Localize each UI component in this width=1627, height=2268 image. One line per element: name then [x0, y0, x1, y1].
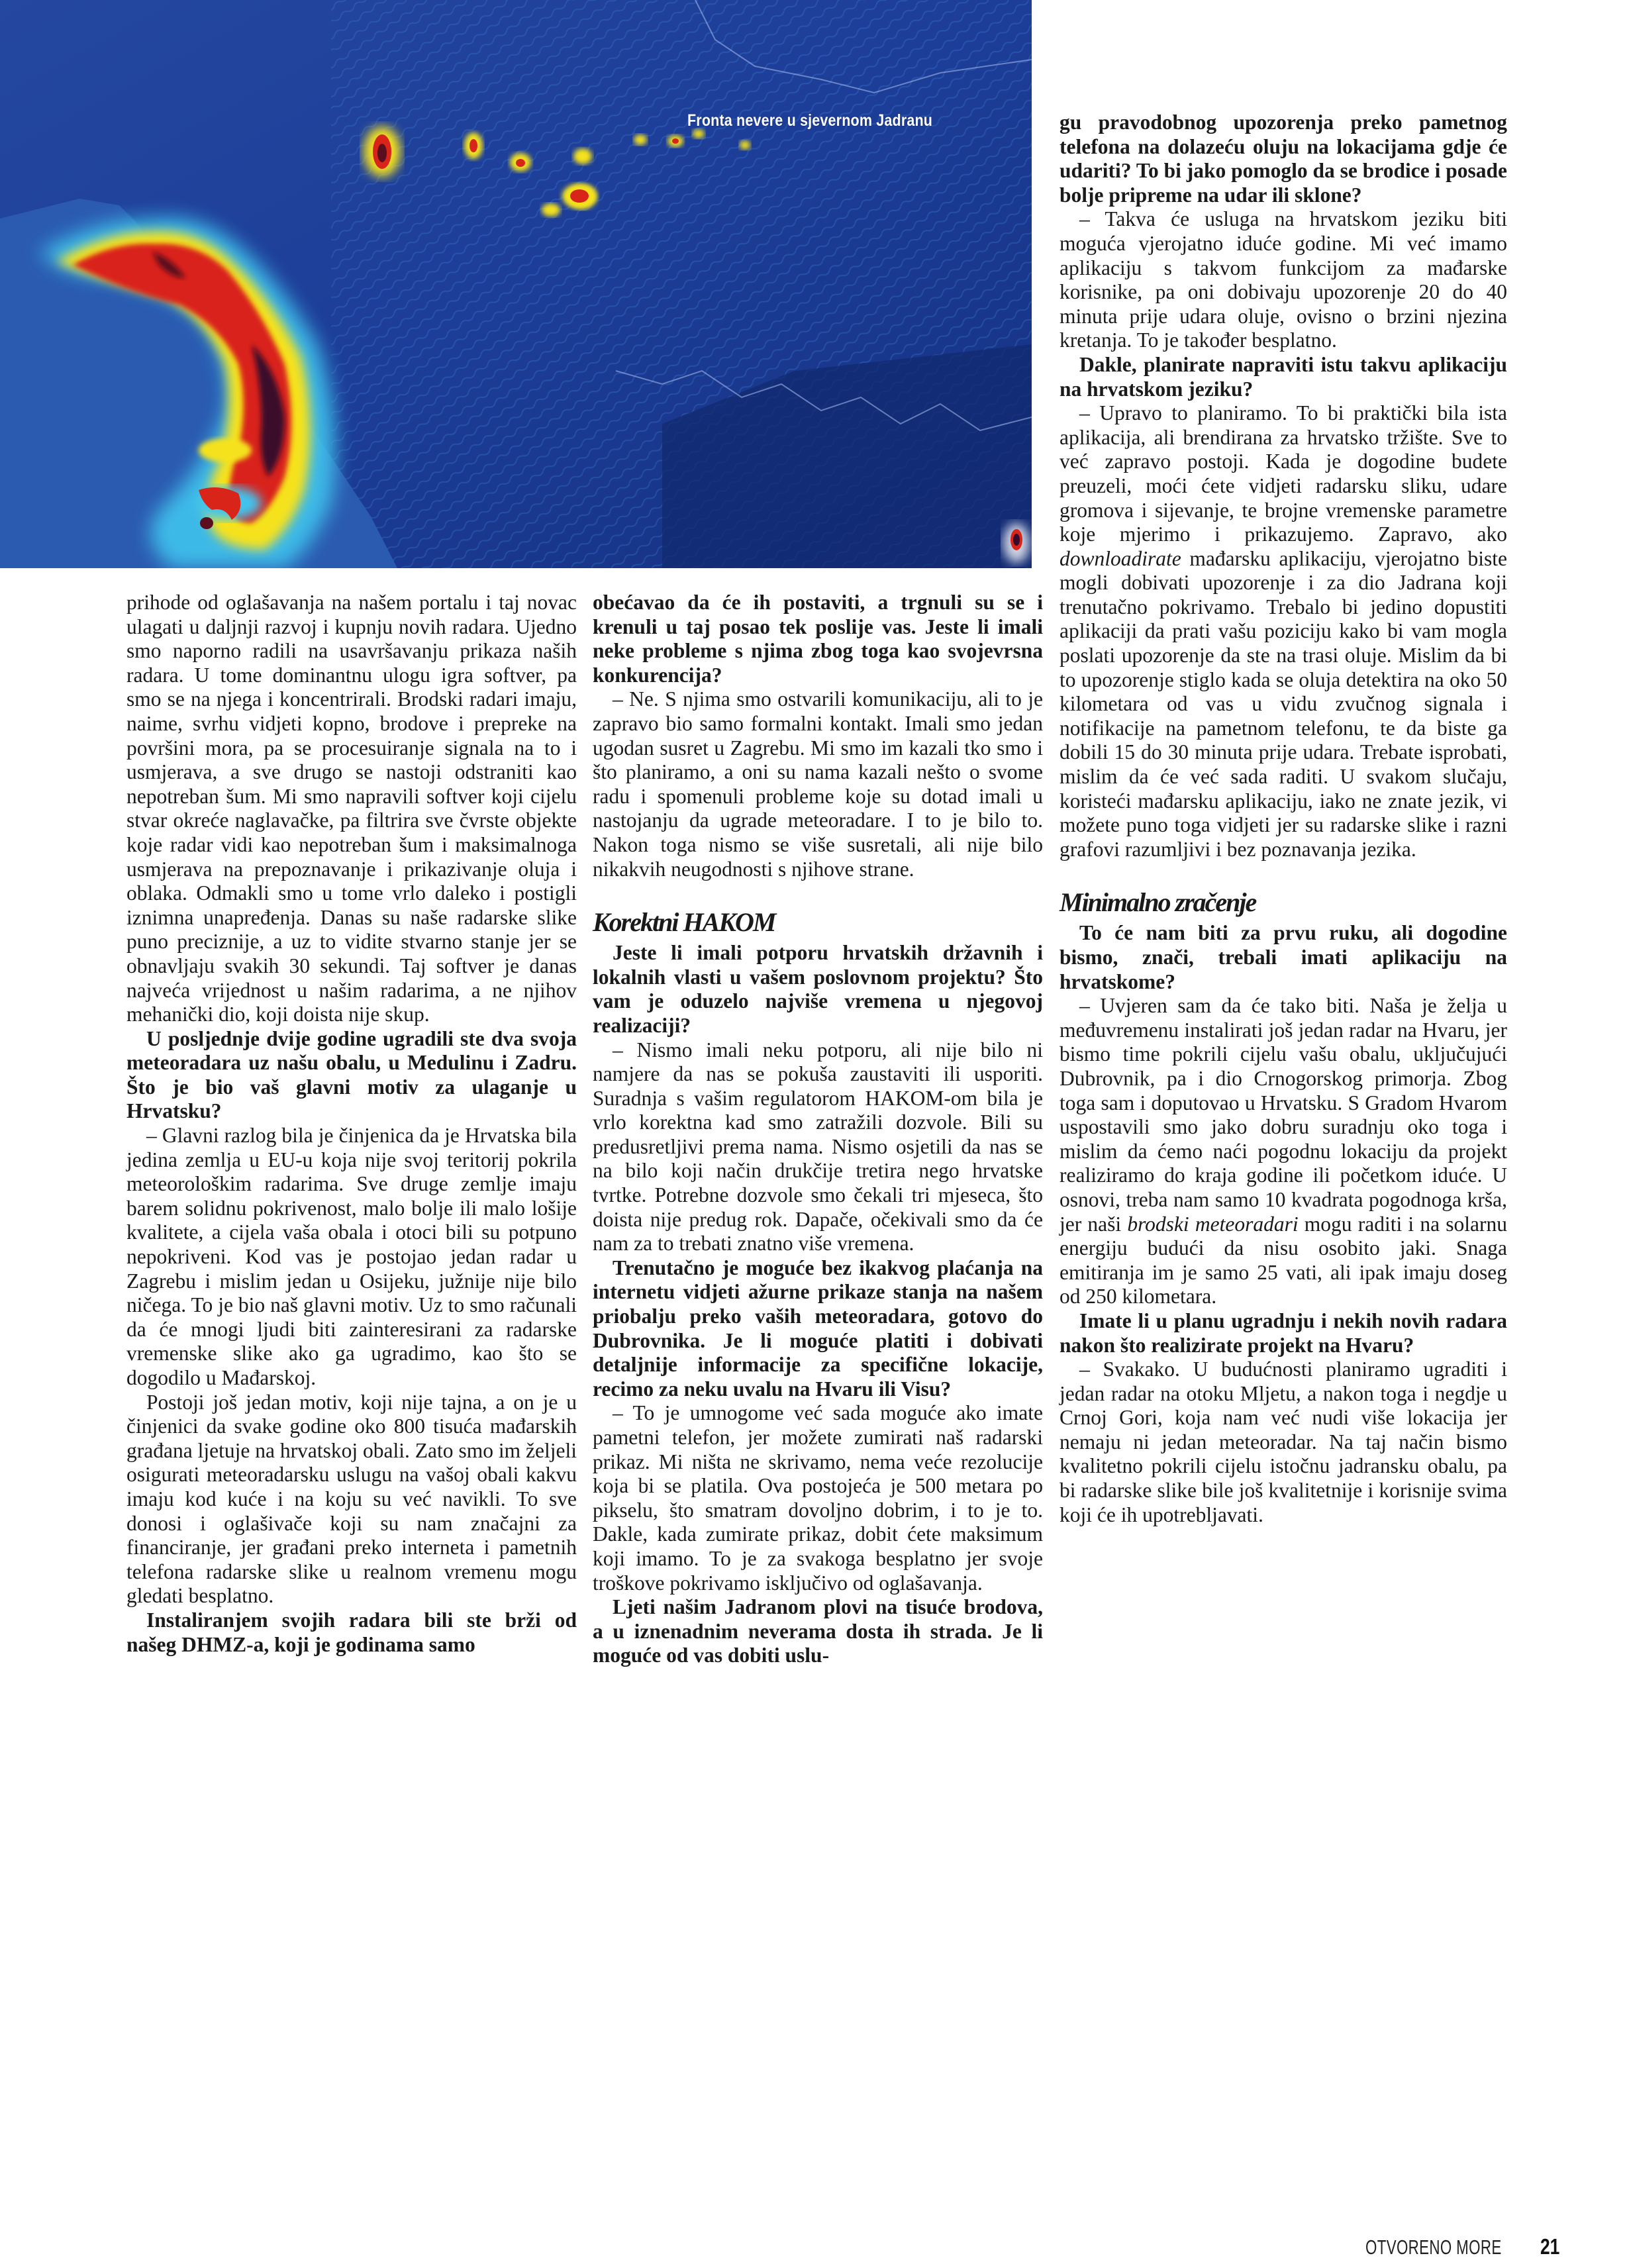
interview-answer: – To je umnogome već sada moguće ako imate pametni telefon, jer možete zumirati naš radarski prikaz. Mi ništa ne skrivamo, nema veće rezolucije koja bi se platila. Ova postojeća je 500 metara po pikselu, što smatram dovoljno dobrim, i to je to. Dakle, kada zumirate prikaz, dobit ćete maksimum koji imamo. To je za svakoga besplatno jer svoje troškove pokrivamo isključivo od oglašavanja. — [593, 1401, 1043, 1595]
interview-question: Jeste li imali potporu hrvatskih državnih i lokalnih vlasti u vašem poslovnom projektu? Što vam je oduzelo najviše vremena u njegovoj realizaciji? — [593, 941, 1043, 1037]
article-column-right — [1060, 111, 1507, 1527]
emphasized-text: downloadirate — [1060, 546, 1181, 570]
image-caption: Fronta nevere u sjevernom Jadranu — [687, 111, 933, 130]
interview-question: obećavao da će ih postaviti, a trgnuli su se i krenuli u taj posao tek poslije vas. Jeste li imali neke probleme s njima zbog toga kao svojevrsna konkurencija? — [593, 591, 1043, 687]
article-column-left — [126, 591, 577, 1657]
section-heading: Minimalno zračenje — [1060, 887, 1256, 918]
interview-answer — [1060, 401, 1507, 862]
emphasized-text: brodski meteoradari — [1127, 1212, 1299, 1236]
interview-answer: – Ne. S njima smo ostvarili komunikaciju, ali to je zapravo bio samo formalni kontakt. Imali smo jedan ugodan susret u Zagrebu. Mi smo im kazali tko smo i što planiramo, a oni su nama kazali nešto o svome radu i spomenuli probleme koje su dotad imali u nastojanju da ugrade meteoradare. I to je bilo to. Nakon toga nismo se više susretali, ali nije bilo nikakvih neugodnosti s njihove strane. — [593, 687, 1043, 881]
interview-answer: – Nismo imali neku potporu, ali nije bilo ni namjere da nas se pokuša zaustaviti ili usporiti. Suradnja s vašim regulatorom HAKOM-om bila je vrlo korektna kad smo zatražili dozvole. Bili su predusretljivi prema nama. Nismo osjetili da nas se na bilo koji način drukčije tretira nego hrvatske tvrtke. Potrebne dozvole smo čekali tri mjeseca, što doista nije predug rok. Dapače, očekivali smo da će nam za to trebati znatno više vremena. — [593, 1038, 1043, 1256]
storm-cell — [200, 517, 213, 529]
publication-name: OTVORENO MORE — [1365, 2236, 1502, 2259]
text-run: mađarsku aplikaciju, vjerojatno biste mogli dobivati upozorenje i za dio Jadrana koji trenutačno pokrivamo. Trebalo bi jedino dopustiti aplikaciji da prati vašu poziciju kako bi vam mogla poslati upozorenje da ste na trasi oluje. Mislim da bi to upozorenje stiglo kada se oluja detektira na oko 50 kilometara od vas u vidu zvučnog signala i notifikacije na pametnom telefonu, te da biste ga dobili 15 do 30 minuta prije udara. Trebate isprobati, mislim da će već sada raditi. U svakom slučaju, koristeći mađarsku aplikaciju, iako ne znate jezik, vi možete puno toga vidjeti jer su radarske slike i razni grafovi razumljivi i bez poznavanja jezika. — [1060, 546, 1507, 861]
interview-answer — [1060, 994, 1507, 1309]
interview-question: Ljeti našim Jadranom plovi na tisuće brodova, a u iznenadnim neverama dosta ih strada. Je li moguće od vas dobiti uslu- — [593, 1595, 1043, 1667]
page-number: 21 — [1540, 2234, 1560, 2259]
text-run: – Upravo to planiramo. To bi praktički bila ista aplikacija, ali brendirana za hrvatsko tržište. Sve to već zapravo postoji. Kada je dogodine budete preuzeli, moći ćete vidjeti radarsku sliku, udare gromova i sijevanje, te brojne vremenske parametre koje mjerimo i prikazujemo. Zapravo, ako — [1060, 401, 1507, 546]
interview-question: Dakle, planirate napraviti istu takvu aplikaciju na hrvatskom jeziku? — [1060, 352, 1507, 401]
radar-map — [0, 0, 1032, 568]
radar-weather-image — [0, 0, 1032, 568]
interview-question: Imate li u planu ugradnju i nekih novih radara nakon što realizirate projekt na Hvaru? — [1060, 1308, 1507, 1357]
section-heading: Korektni HAKOM — [593, 907, 775, 938]
interview-question: U posljednje dvije godine ugradili ste dva svoja meteoradara uz našu obalu, u Medulinu i Zadru. Što je bio vaš glavni motiv za ulaganje u Hrvatsku? — [126, 1026, 577, 1123]
interview-answer: prihode od oglašavanja na našem portalu i taj novac ulagati u daljnji razvoj i kupnju novih radara. Ujedno smo naporno radili na usavršavanju prikaza naših radara. U tome dominantnu ulogu igra softver, pa smo se na njega i koncentrirali. Brodski radari imaju, naime, svrhu vidjeti kopno, brodove i prepreke na površini mora, pa se procesuiranje signala na to i usmjerava, a sve drugo se nastoji odstraniti kao nepotreban šum. Mi smo napravili softver koji cijelu stvar okreće naglavačke, pa filtrira sve čvrste objekte koje radar vidi kao nepotreban šum i maksimalnoga usmjerava na prepoznavanje i prikazivanje oluja i oblaka. Odmakli smo u tome vrlo daleko i postigli iznimna unapređenja. Danas su naše radarske slike puno preciznije, a uz to vidite stvarno stanje jer se obnavljaju svakih 30 sekundi. Taj softver je danas najveća vrijednost u našim radarima, a ne njihov mehanički dio, koji doista nije skup. — [126, 591, 577, 1026]
interview-answer: – Glavni razlog bila je činjenica da je Hrvatska bila jedina zemlja u EU-u koja nije svoj teritorij pokrila meteorološkim radarima. Sve druge zemlje imaju barem solidnu pokrivenost, malo bolje ili malo lošije kvalitete, a cijela vaša obala i otoci bili su potpuno nepokriveni. Kod vas je postojao jedan radar u Zagrebu i mislim jedan u Osijeku, južnije nije bilo ničega. To je bio naš glavni motiv. Uz to smo računali da će mnogi ljudi biti zainteresirani za radarske vremenske slike ako ga ugradimo, kao što se dogodilo u Mađarskoj. — [126, 1124, 577, 1389]
interview-question: gu pravodobnog upozorenja preko pametnog telefona na dolazeću oluju na lokacijama gdje će udariti? To bi jako pomoglo da se brodice i posade bolje pripreme na udar ili sklone? — [1060, 111, 1507, 207]
interview-question: Instaliranjem svojih radara bili ste brži od našeg DHMZ-a, koji je godinama samo — [126, 1608, 577, 1656]
article-column-middle — [593, 591, 1043, 1668]
text-run: – Uvjeren sam da će tako biti. Naša je želja u međuvremenu instalirati još jedan radar na Hvaru, jer bismo time pokrili cijelu vašu obalu, uključujući Dubrovnik, pa i dio Crnogorskog primorja. Zbog toga sam i doputovao u Hrvatsku. S Gradom Hvarom uspostavili smo jako dobru suradnju oko toga i mislim da ćemo naći pogodnu lokaciju da projekt realiziramo do kraja godine ili početkom iduće. U osnovi, treba nam samo 10 kvadrata pogodnoga krša, jer naši — [1060, 994, 1507, 1236]
interview-question: To će nam biti za prvu ruku, ali dogodine bismo, znači, trebali imati aplikaciju na hrvatskome? — [1060, 921, 1507, 993]
interview-answer: Postoji još jedan motiv, koji nije tajna, a on je u činjenici da svake godine oko 800 tisuća mađarskih građana ljetuje na hrvatskoj obali. Zato smo im željeli osigurati meteoradarsku uslugu na vašoj obali kakvu imaju kod kuće i na koju su već navikli. To sve donosi i oglašivače koji su nam značajni za financiranje, jer građani preko interneta i pametnih telefona radarske slike u realnom vremenu mogu gledati besplatno. — [126, 1390, 577, 1608]
interview-answer: – Takva će usluga na hrvatskom jeziku biti moguća vjerojatno iduće godine. Mi već imamo aplikaciju s takvom funkcijom za mađarske korisnike, pa oni dobivaju upozorenje 20 do 40 minuta prije udara oluje, ovisno o brzini njezina kretanja. To je također besplatno. — [1060, 207, 1507, 352]
interview-question: Trenutačno je moguće bez ikakvog plaćanja na internetu vidjeti ažurne prikaze stanja na našem priobalju preko vaših meteoradara, gotovo do Dubrovnika. Je li moguće platiti i dobivati detaljnije informacije za specifične lokacije, recimo za neku uvalu na Hvaru ili Visu? — [593, 1256, 1043, 1401]
text-run: mogu raditi i na solarnu energiju budući da nisu osobito jaki. Snaga emitiranja im je samo 25 vati, ali ipak imaju doseg od 250 kilometara. — [1060, 1212, 1507, 1308]
interview-answer: – Svakako. U budućnosti planiramo ugraditi i jedan radar na otoku Mljetu, a nakon toga i negdje u Crnoj Gori, koja nam već nudi više lokacija jer nemaju ni jedan meteoradar. Na taj način bismo kvalitetno pokrili cijelu istočnu jadransku obalu, pa bi radarske slike bile još kvalitetnije i korisnije svima koji će ih upotrebljavati. — [1060, 1357, 1507, 1526]
storm-cell — [199, 438, 252, 462]
